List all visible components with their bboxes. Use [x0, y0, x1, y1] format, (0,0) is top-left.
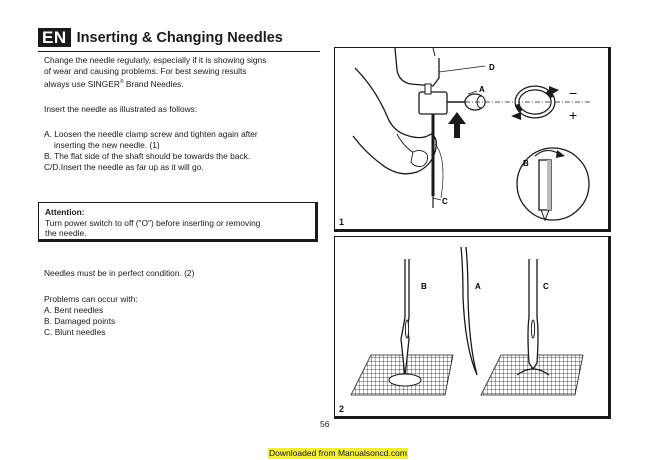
inset-needle-flat-side: [547, 160, 551, 210]
label-plus: +: [569, 107, 578, 123]
insert-heading: Insert the needle as illustrated as follows:: [44, 104, 198, 114]
figure-1-number: 1: [339, 217, 345, 227]
registered-mark: ®: [119, 79, 124, 85]
step-b: B. The flat side of the shaft should be towards the back.: [44, 151, 251, 161]
machine-head-edge: [433, 48, 435, 56]
step-a-line-1: A. Loosen the needle clamp screw and tighten again after: [44, 129, 258, 139]
needle-clamp: [419, 92, 447, 114]
figure-1-illustration: [335, 48, 612, 233]
thumb-outline: [381, 134, 436, 174]
label-b: B: [523, 159, 529, 168]
problem-item-a: A. Bent needles: [44, 305, 104, 315]
step-cd: C/D.Insert the needle as far up as it will go.: [44, 162, 204, 172]
label-a: A: [479, 85, 485, 94]
step-a-line-2: inserting the new needle. (1): [54, 140, 160, 150]
problem-item-b: B. Damaged points: [44, 316, 116, 326]
label-minus: −: [569, 85, 578, 101]
machine-head-outline: [395, 48, 439, 86]
intro-line-3: [44, 77, 320, 90]
intro-line-3-post: Brand Needles.: [123, 78, 184, 89]
steps-list: [44, 129, 320, 173]
figure-2-needle-condition: [334, 236, 611, 419]
needle-condition-text: Needles must be in perfect condition. (2): [44, 268, 195, 278]
title-rule: [38, 51, 320, 52]
rotation-arrow-loosen: [549, 86, 559, 96]
label-b: B: [421, 282, 427, 291]
needle-b-damage-spot: [389, 374, 421, 386]
label-a: A: [475, 282, 481, 291]
page-header: [38, 28, 283, 47]
thumbnail: [411, 150, 428, 166]
hand-outline-bottom: [353, 136, 381, 164]
intro-line-2: of wear and causing problems. For best sewing results: [44, 66, 247, 76]
thread-line: [435, 144, 443, 198]
attention-label: Attention:: [45, 207, 85, 217]
needle-bar: [425, 84, 431, 94]
label-c: C: [543, 282, 549, 291]
leader-d: [439, 66, 485, 72]
attention-line-2: the needle.: [45, 228, 87, 238]
needle-c-eye: [531, 320, 534, 338]
figure-2-number: 2: [339, 404, 345, 414]
figure-2-illustration: [335, 237, 612, 420]
needle-a-bent-back: [466, 247, 477, 375]
rotation-arrow-tighten: [511, 112, 521, 120]
needle-c-blunt: [528, 259, 538, 369]
problem-item-c: C. Blunt needles: [44, 327, 106, 337]
problems-list: [44, 294, 320, 338]
intro-line-1: Change the needle regularly, especially if it is showing signs: [44, 55, 267, 65]
needle-b-eye: [405, 320, 408, 338]
up-arrow-head: [448, 112, 466, 124]
attention-line-1: Turn power switch to off ("O") before inserting or removing: [45, 217, 261, 228]
attention-box: [38, 202, 318, 242]
figure-1-needle-insertion: [334, 47, 611, 232]
label-c: C: [442, 197, 448, 206]
download-source-link[interactable]: Downloaded from Manualsoncd.com: [269, 448, 407, 458]
page-number: 56: [320, 419, 330, 429]
page-title: Inserting & Changing Needles: [76, 29, 283, 46]
intro-line-3-pre: always use SINGER: [44, 78, 120, 89]
intro-paragraph: [44, 55, 320, 90]
problems-heading: Problems can occur with:: [44, 294, 138, 304]
language-badge: EN: [38, 28, 71, 47]
leader-c: [433, 198, 441, 200]
up-arrow-stem: [454, 122, 460, 138]
label-d: D: [489, 63, 495, 72]
